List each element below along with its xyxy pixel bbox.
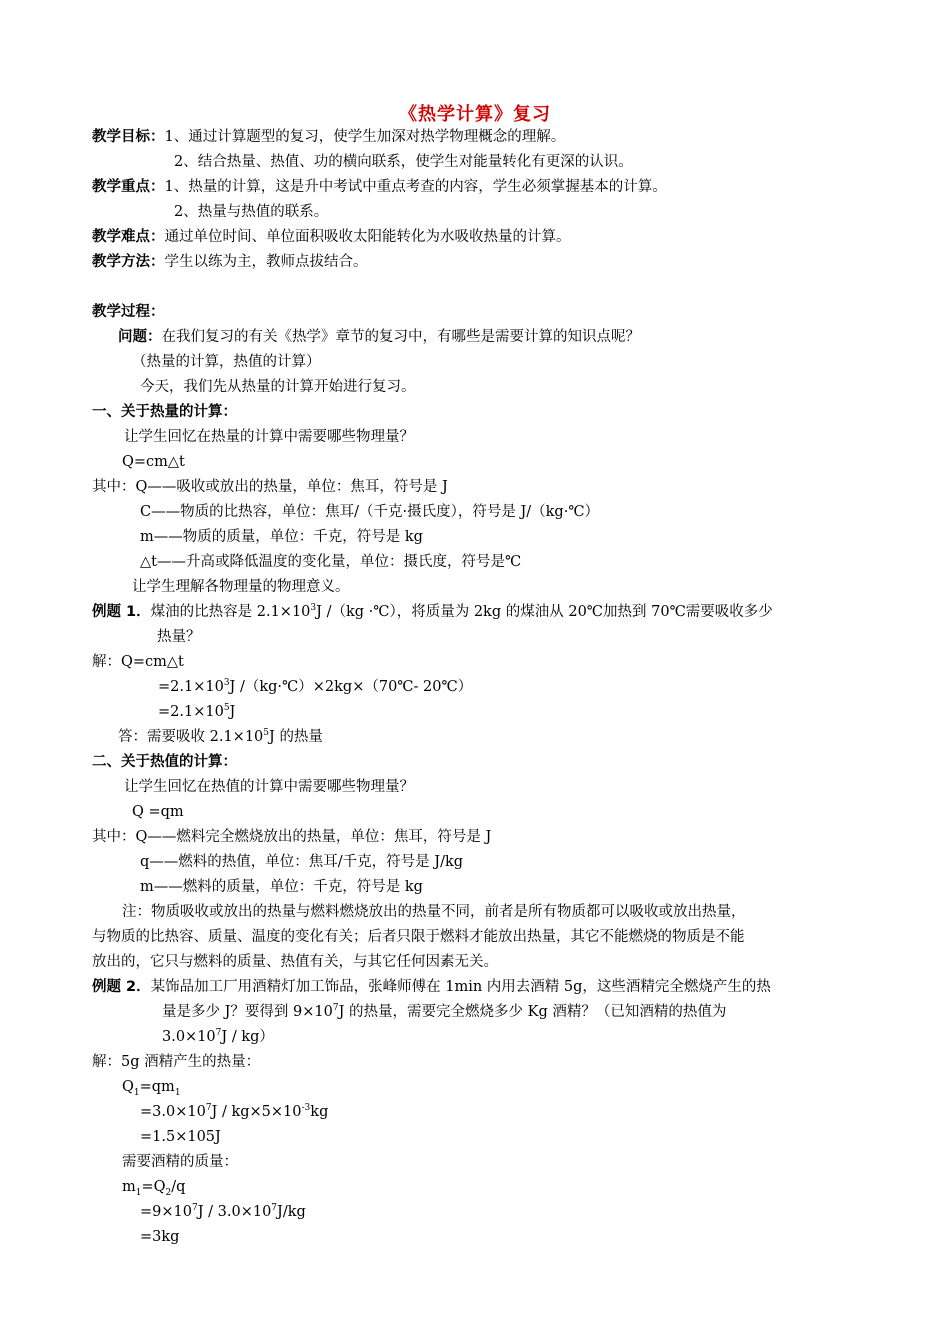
section2-recall: 让学生回忆在热值的计算中需要哪些物理量？	[124, 779, 414, 795]
solution1-line-3a: =2.1×10	[158, 704, 224, 720]
example1-sup: 3	[310, 603, 317, 614]
solution2-q1-sub: 1	[133, 1087, 140, 1098]
section1-def-t: △t——升高或降低温度的变化量，单位：摄氏度，符号是℃	[140, 554, 522, 570]
question-text: 在我们复习的有关《热学》章节的复习中，有哪些是需要计算的知识点呢？	[161, 329, 640, 345]
answer1-a: 答：需要吸收 2.1×10	[118, 729, 264, 745]
example2-sup: 7	[332, 1003, 339, 1014]
solution2-m2a: =9×10	[140, 1204, 192, 1220]
example2-sup-3: 7	[215, 1028, 222, 1039]
method-text: 学生以练为主，教师点拔结合。	[164, 254, 368, 270]
answer1-b: J 的热量	[269, 729, 323, 745]
section2-def-m: m——燃料的质量，单位：千克，符号是 kg	[140, 879, 423, 895]
section1-meaning: 让学生理解各物理量的物理意义。	[132, 579, 350, 595]
question-answer: （热量的计算，热值的计算）	[132, 354, 321, 370]
solution2-l2a: =3.0×10	[140, 1104, 206, 1120]
solution2-line-3: =1.5×105J	[140, 1129, 221, 1145]
solution2-m2	[140, 1202, 306, 1222]
example2-line-3	[162, 1027, 274, 1047]
solution2-q1	[122, 1077, 181, 1097]
example2-text-3a: 3.0×10	[162, 1029, 216, 1045]
goal-2: 2、结合热量、热值、功的横向联系，使学生对能量转化有更深的认识。	[174, 154, 633, 170]
solution2-l2c: kg	[310, 1104, 329, 1120]
today-text: 今天，我们先从热量的计算开始进行复习。	[140, 379, 416, 395]
solution2-q1a: Q	[122, 1079, 134, 1095]
solution2-need: 需要酒精的质量：	[122, 1154, 238, 1170]
goal-label: 教学目标：	[92, 129, 165, 145]
section2-note-1: 注：物质吸收或放出的热量与燃料燃烧放出的热量不同，前者是所有物质都可以吸收或放出热量，	[122, 904, 746, 920]
example1-line-1	[92, 602, 773, 622]
example2-text-1: 某饰品加工厂用酒精灯加工饰品，张峰师傅在 1min 内用去酒精 5g，这些酒精完全燃烧产生的热	[150, 979, 771, 995]
answer1-sup: 5	[263, 728, 270, 739]
solution2-m2c: J/kg	[277, 1204, 306, 1220]
key-1: 1、热量的计算，这是升中考试中重点考查的内容，学生必须掌握基本的计算。	[164, 179, 667, 195]
question-line	[118, 327, 640, 347]
solution1-line-1: 解：Q=cm△t	[92, 654, 184, 670]
solution1-line-2b: J /（kg·℃）×2kg×（70℃- 20℃）	[229, 679, 473, 695]
example2-text-3b: J / kg）	[221, 1029, 274, 1045]
solution2-l2-sup: 7	[205, 1103, 212, 1114]
section1-def-q: 其中：Q——吸收或放出的热量，单位：焦耳，符号是 J	[92, 479, 448, 495]
solution1-line-3	[158, 702, 235, 722]
solution2-intro: 解：5g 酒精产生的热量：	[92, 1054, 261, 1070]
example2-text-2a: 量是多少 J？要得到 9×10	[162, 1004, 333, 1020]
solution2-m2b: J / 3.0×10	[197, 1204, 272, 1220]
process-label: 教学过程：	[92, 304, 165, 320]
section2-heading: 二、关于热值的计算：	[92, 754, 237, 770]
example2-text-2b: J 的热量，需要完全燃烧多少 Kg 酒精？（已知酒精的热值为	[338, 1004, 727, 1020]
solution1-line-3b: J	[229, 704, 236, 720]
solution2-q1b: =qm	[139, 1079, 175, 1095]
solution1-line-2a: =2.1×10	[158, 679, 224, 695]
solution2-m3: =3kg	[140, 1229, 180, 1245]
solution2-m1-sub: 1	[135, 1187, 142, 1198]
key-label: 教学重点：	[92, 179, 165, 195]
page-title: 《热学计算》复习	[399, 104, 551, 125]
example1-line-2: 热量？	[157, 629, 201, 645]
goal-1: 1、通过计算题型的复习，使学生加深对热学物理概念的理解。	[164, 129, 566, 145]
solution2-m1-sub2: 2	[165, 1187, 172, 1198]
example2-line-2	[162, 1002, 726, 1022]
solution2-m1	[122, 1177, 185, 1197]
example2-line-1	[92, 977, 771, 997]
section1-def-c: C——物质的比热容，单位：焦耳/（千克·摄氏度），符号是 J/（kg·℃）	[140, 504, 600, 520]
solution2-l2-sup2: -3	[301, 1103, 311, 1114]
section2-def-q: 其中：Q——燃料完全燃烧放出的热量，单位：焦耳，符号是 J	[92, 829, 492, 845]
method-line	[92, 252, 368, 272]
example1-label: 例题 1．	[92, 604, 151, 620]
solution1-line-3-sup: 5	[223, 703, 230, 714]
section2-def-qv: q——燃料的热值，单位：焦耳/千克，符号是 J/kg	[140, 854, 464, 870]
example1-text-a: 煤油的比热容是 2.1×10	[150, 604, 311, 620]
solution2-m1b: =Q	[141, 1179, 166, 1195]
example2-label: 例题 2．	[92, 979, 151, 995]
solution2-m2-sup: 7	[191, 1203, 198, 1214]
difficulty-text: 通过单位时间、单位面积吸收太阳能转化为水吸收热量的计算。	[164, 229, 571, 245]
section1-def-m: m——物质的质量，单位：千克，符号是 kg	[140, 529, 423, 545]
method-label: 教学方法：	[92, 254, 165, 270]
answer1-line	[118, 727, 323, 747]
section1-heading: 一、关于热量的计算：	[92, 404, 237, 420]
section2-note-3: 放出的，它只与燃料的质量、热值有关，与其它任何因素无关。	[92, 954, 498, 970]
key-2: 2、热量与热值的联系。	[174, 204, 329, 220]
solution2-line-2	[140, 1102, 328, 1122]
solution1-line-2-sup: 3	[223, 678, 230, 689]
question-label: 问题：	[118, 329, 162, 345]
section2-note-2: 与物质的比热容、质量、温度的变化有关；后者只限于燃料才能放出热量，其它不能燃烧的物质是不能	[92, 929, 745, 945]
solution2-m1a: m	[122, 1179, 136, 1195]
difficulty-label: 教学难点：	[92, 229, 165, 245]
solution1-line-2	[158, 677, 472, 697]
section2-formula: Q =qm	[132, 804, 184, 820]
solution2-q1-sub2: 1	[174, 1087, 181, 1098]
example1-text-b: J /（kg ·℃），将质量为 2kg 的煤油从 20℃加热到 70℃需要吸收多少	[316, 604, 773, 620]
section1-formula: Q=cm△t	[122, 454, 185, 470]
section1-recall: 让学生回忆在热量的计算中需要哪些物理量？	[124, 429, 414, 445]
goal-line-1	[92, 127, 565, 147]
solution2-l2b: J / kg×5×10	[211, 1104, 302, 1120]
solution2-m1c: /q	[171, 1179, 186, 1195]
solution2-m2-sup2: 7	[271, 1203, 278, 1214]
key-line-1	[92, 177, 667, 197]
difficulty-line	[92, 227, 571, 247]
